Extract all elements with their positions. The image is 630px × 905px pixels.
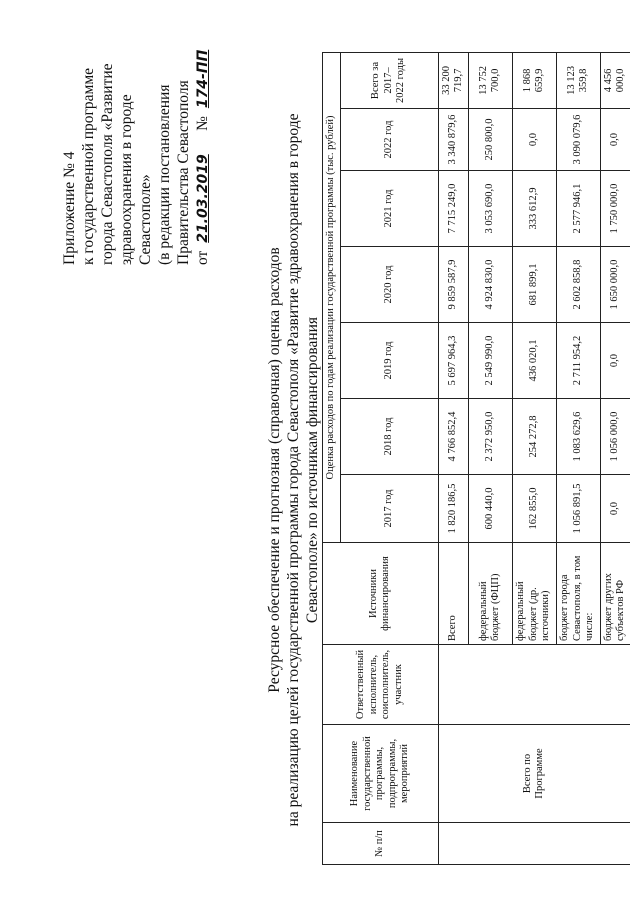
- cell-value: 1 056 891,5: [556, 475, 600, 543]
- cell-value: 1 083 629,6: [556, 399, 600, 475]
- cell-value: 1 056 000,0: [600, 399, 630, 475]
- header-year-2022: 2022 год: [340, 109, 438, 171]
- cell-value: 7 715 249,0: [438, 171, 468, 247]
- cell-value: 4 456 000,0: [600, 52, 630, 108]
- cell-value: 2 372 950,0: [468, 399, 512, 475]
- appendix-line: (в редакции постановления: [156, 84, 173, 265]
- cell-value: 4 766 852,4: [438, 399, 468, 475]
- cell-source: бюджет других субъектов РФ: [600, 543, 630, 645]
- header-year-2019: 2019 год: [340, 323, 438, 399]
- cell-value: 0,0: [600, 475, 630, 543]
- table-row: [438, 52, 468, 864]
- cell-value: 2 602 858,8: [556, 247, 600, 323]
- header-estimate-group: Оценка расходов по годам реализации государственной программы (тыс. рублей): [323, 52, 341, 542]
- handwritten-date: 21.03.2019: [195, 154, 211, 243]
- cell-source: федеральный бюджет (др. источники): [512, 543, 556, 645]
- cell-value: 0,0: [600, 109, 630, 171]
- cell-value: 254 272,8: [512, 399, 556, 475]
- budget-table: [322, 52, 630, 865]
- appendix-line: к государственной программе: [80, 67, 97, 265]
- cell-value: 1 820 186,5: [438, 475, 468, 543]
- cell-value: 33 200 719,7: [438, 52, 468, 108]
- cell-value: 13 123 359,8: [556, 52, 600, 108]
- cell-value: 5 697 964,3: [438, 323, 468, 399]
- title-line-2: на реализацию целей государственной программы города Севастополя «Развитие здравоохранения в городе: [285, 113, 302, 827]
- header-year-2021: 2021 год: [340, 171, 438, 247]
- cell-value: 2 549 990,0: [468, 323, 512, 399]
- header-source: Источники финансирования: [323, 543, 439, 645]
- cell-value: 1 750 000,0: [600, 171, 630, 247]
- cell-value: 436 020,1: [512, 323, 556, 399]
- cell-value: 9 859 587,9: [438, 247, 468, 323]
- header-total: Всего за 2017– 2022 годы: [340, 52, 438, 108]
- appendix-block: [60, 49, 213, 265]
- cell-value: 0,0: [512, 109, 556, 171]
- cell-source: бюджет города Севастополя, в том числе:: [556, 543, 600, 645]
- cell-value: 13 752 700,0: [468, 52, 512, 108]
- title-line-3: Севастополе» по источникам финансирования: [304, 316, 321, 624]
- cell-executor: [438, 645, 630, 725]
- number-label: №: [194, 116, 211, 131]
- cell-source: федеральный бюджет (ФЦП): [468, 543, 512, 645]
- cell-value: 2 711 954,2: [556, 323, 600, 399]
- title-line-1: Ресурсное обеспечение и прогнозная (справочная) оценка расходов: [266, 247, 283, 693]
- header-year-2018: 2018 год: [340, 399, 438, 475]
- cell-value: 681 899,1: [512, 247, 556, 323]
- cell-value: 3 340 879,6: [438, 109, 468, 171]
- cell-program-total: Всего по Программе: [438, 725, 630, 823]
- appendix-line: Севастополе»: [137, 174, 154, 265]
- appendix-date-line: [193, 49, 213, 265]
- cell-value: 0,0: [600, 323, 630, 399]
- cell-value: 4 924 830,0: [468, 247, 512, 323]
- cell-value: 600 440,0: [468, 475, 512, 543]
- appendix-line: здравоохранения в городе: [118, 94, 135, 265]
- header-executor: Ответственный исполнитель, соисполнитель, участник: [323, 645, 439, 725]
- cell-value: 3 090 079,6: [556, 109, 600, 171]
- cell-value: 1 650 000,0: [600, 247, 630, 323]
- cell-num: [438, 823, 630, 865]
- appendix-line: города Севастополя «Развитие: [99, 63, 116, 265]
- appendix-title: Приложение № 4: [61, 151, 78, 265]
- cell-value: 3 053 690,0: [468, 171, 512, 247]
- cell-value: 2 577 946,1: [556, 171, 600, 247]
- cell-value: 1 868 659,9: [512, 52, 556, 108]
- handwritten-number: 174-ПП: [195, 49, 211, 109]
- appendix-line: Правительства Севастополя: [175, 80, 192, 265]
- document-title: [265, 75, 322, 865]
- cell-value: 333 612,9: [512, 171, 556, 247]
- header-year-2020: 2020 год: [340, 247, 438, 323]
- from-label: от: [194, 250, 211, 265]
- header-year-2017: 2017 год: [340, 475, 438, 543]
- cell-source: Всего: [438, 543, 468, 645]
- cell-value: 250 800,0: [468, 109, 512, 171]
- header-num: № п/п: [323, 823, 439, 865]
- cell-value: 162 855,0: [512, 475, 556, 543]
- header-name: Наименование государственной программы, подпрограммы, мероприятий: [323, 725, 439, 823]
- header-row-group: [323, 52, 341, 864]
